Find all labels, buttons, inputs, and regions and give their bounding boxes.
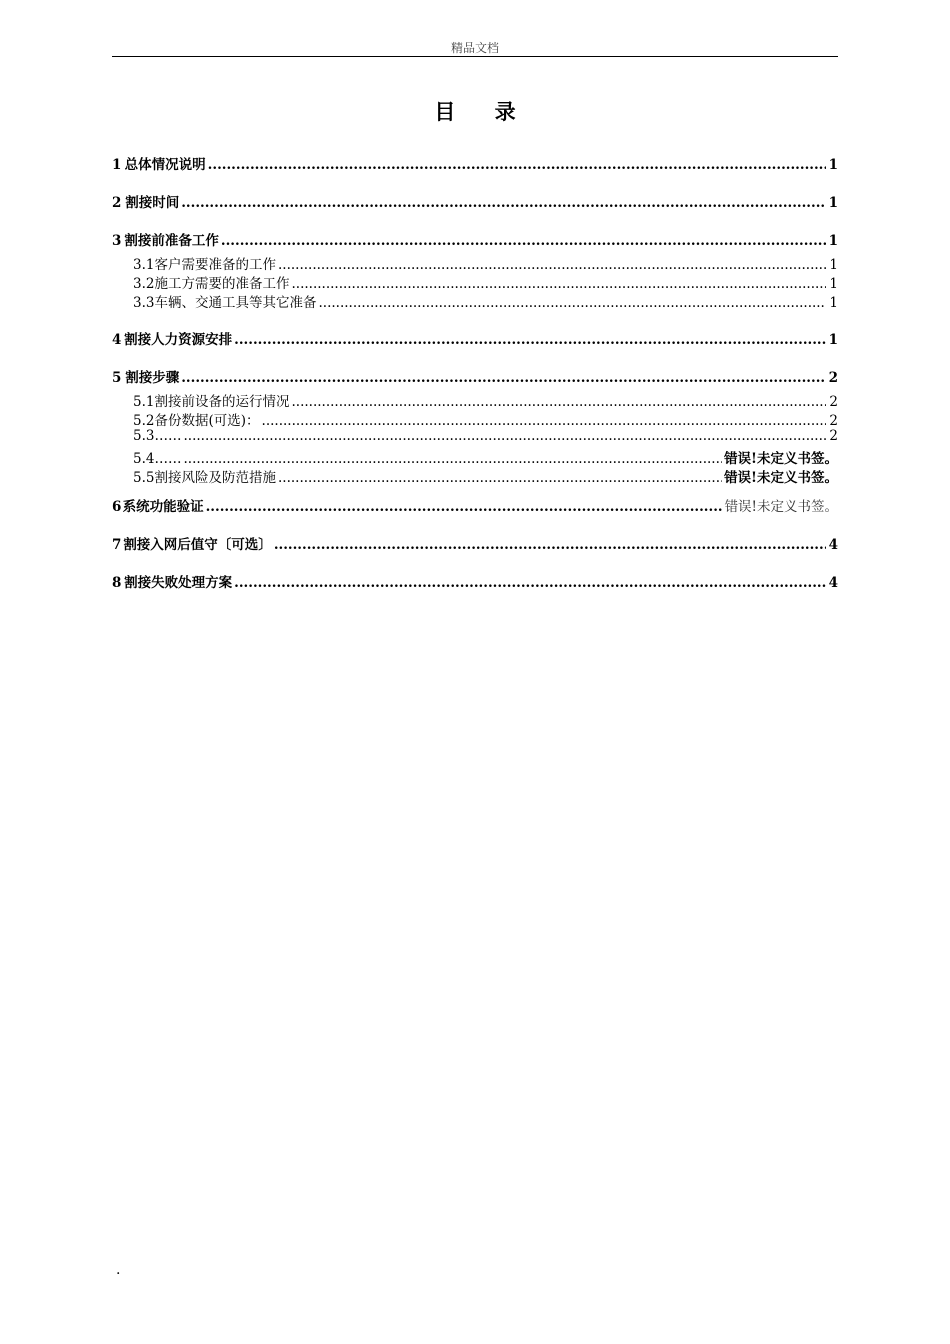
toc-entry-5-2[interactable] <box>112 409 838 428</box>
toc-number: 5.4 <box>133 451 155 467</box>
toc-label: 割接前准备工作 <box>124 233 219 249</box>
toc-page: 1 <box>829 257 838 273</box>
toc-number: 1 <box>112 157 122 173</box>
toc-entry-3-2[interactable] <box>112 272 838 291</box>
toc-number: 2 <box>112 195 122 211</box>
toc-page: 4 <box>828 537 838 553</box>
toc-leader <box>181 195 826 211</box>
toc-entry-2[interactable] <box>112 191 838 211</box>
toc-entry-5-5[interactable] <box>112 466 838 485</box>
toc-number: 3.2 <box>133 276 155 292</box>
toc-leader <box>274 537 826 553</box>
toc-number: 5.5 <box>133 470 155 486</box>
toc-page: 1 <box>828 157 838 173</box>
toc-leader <box>208 157 826 173</box>
toc-page-error: 错误!未定义书签。 <box>724 470 838 486</box>
page-header <box>112 40 838 57</box>
toc-number: 3.1 <box>133 257 155 273</box>
toc-page: 2 <box>829 394 838 410</box>
table-of-contents <box>112 153 838 591</box>
toc-page: 1 <box>829 276 838 292</box>
toc-page: 1 <box>828 233 838 249</box>
toc-label: 备份数据(可选)： <box>154 413 260 429</box>
toc-page-error: 错误!未定义书签。 <box>724 451 838 467</box>
toc-label: 施工方需要的准备工作 <box>154 276 290 292</box>
toc-label: 割接人力资源安排 <box>124 332 233 348</box>
toc-page: 4 <box>828 575 838 591</box>
toc-label: 客户需要准备的工作 <box>154 257 276 273</box>
toc-label: 割接风险及防范措施 <box>154 470 276 486</box>
toc-page: 2 <box>829 428 838 444</box>
footer-mark: . <box>116 1262 121 1278</box>
toc-leader <box>206 499 723 515</box>
toc-page: 1 <box>829 295 838 311</box>
toc-label: 割接前设备的运行情况 <box>154 394 290 410</box>
toc-label: …… <box>154 451 182 467</box>
toc-entry-1[interactable] <box>112 153 838 173</box>
toc-leader <box>234 575 826 591</box>
toc-label: 总体情况说明 <box>124 157 206 173</box>
toc-number: 7 <box>112 537 122 553</box>
toc-label: 车辆、交通工具等其它准备 <box>154 295 317 311</box>
toc-leader <box>262 413 826 429</box>
toc-entry-5[interactable] <box>112 366 838 386</box>
toc-entry-3-3[interactable] <box>112 291 838 310</box>
toc-page: 1 <box>828 195 838 211</box>
toc-leader <box>181 370 826 386</box>
toc-label: 割接步骤 <box>125 370 180 386</box>
toc-entry-3[interactable] <box>112 229 838 249</box>
toc-leader <box>278 470 722 486</box>
toc-entry-5-4[interactable] <box>112 447 838 466</box>
toc-leader <box>221 233 826 249</box>
page-title: 目 录 <box>434 99 532 124</box>
toc-label: 割接入网后值守〔可选〕 <box>123 537 272 553</box>
toc-label: 割接失败处理方案 <box>124 575 233 591</box>
toc-entry-5-3[interactable] <box>112 428 838 447</box>
toc-number: 6 <box>112 499 122 515</box>
toc-label: 割接时间 <box>125 195 180 211</box>
toc-number: 3 <box>112 233 122 249</box>
toc-leader <box>183 428 826 444</box>
toc-number: 5.1 <box>133 394 155 410</box>
toc-page-error: 错误!未定义书签。 <box>724 499 838 515</box>
toc-page: 2 <box>828 370 838 386</box>
toc-number: 5 <box>112 370 122 386</box>
toc-leader <box>278 257 826 273</box>
toc-number: 5.2 <box>133 413 155 429</box>
toc-entry-8[interactable] <box>112 571 838 591</box>
toc-page: 1 <box>828 332 838 348</box>
toc-number: 8 <box>112 575 122 591</box>
toc-number: 3.3 <box>133 295 155 311</box>
toc-leader <box>291 394 826 410</box>
toc-entry-3-1[interactable] <box>112 253 838 272</box>
toc-entry-6[interactable] <box>112 495 838 515</box>
toc-number: 4 <box>112 332 122 348</box>
toc-page: 2 <box>829 413 838 429</box>
toc-label: …… <box>154 428 182 444</box>
header-text: 精品文档 <box>450 41 499 55</box>
toc-leader <box>318 295 826 311</box>
toc-entry-4[interactable] <box>112 328 838 348</box>
toc-leader <box>291 276 826 292</box>
toc-entry-5-1[interactable] <box>112 390 838 409</box>
toc-leader <box>183 451 722 467</box>
toc-label: 系统功能验证 <box>122 499 204 515</box>
toc-number: 5.3 <box>133 428 155 444</box>
toc-leader <box>234 332 826 348</box>
toc-entry-7[interactable] <box>112 533 838 553</box>
